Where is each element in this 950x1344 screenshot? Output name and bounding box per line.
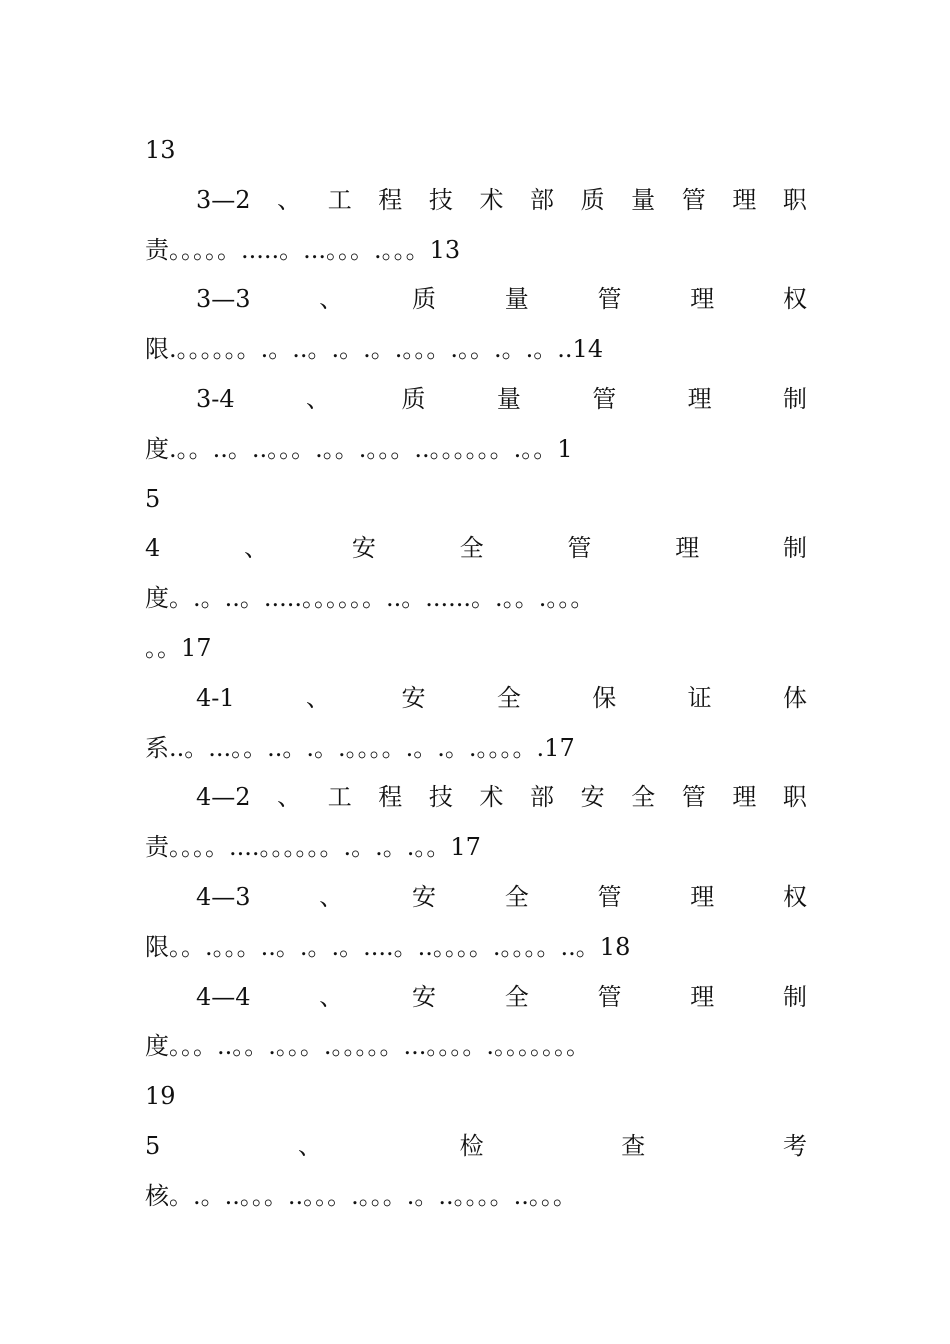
toc-line: 度.。。..。..。。。.。。.。。。..。。。。。。.。。1 — [145, 434, 573, 463]
toc-heading-segment: 、 — [306, 385, 331, 413]
toc-heading-segment: 4 — [145, 534, 161, 563]
toc-heading-segment: 量 — [496, 385, 521, 413]
toc-heading-segment: 、 — [319, 883, 344, 911]
toc-line: 责。。。。....。。。。。。.。.。.。。17 — [145, 833, 481, 862]
toc-heading-segment: 质 — [401, 385, 426, 413]
toc-line: 。。17 — [145, 634, 212, 662]
toc-line: 5 — [145, 484, 161, 513]
toc-heading-segment: 理 — [690, 883, 715, 911]
toc-heading-segment: 工 — [327, 783, 352, 812]
toc-heading-segment: 管 — [597, 982, 622, 1011]
toc-heading-segment: 程 — [378, 185, 403, 214]
toc-line — [196, 981, 807, 1013]
toc-heading-segment: 部 — [530, 185, 555, 214]
toc-heading-segment: 制 — [783, 385, 807, 413]
toc-heading-segment: 术 — [479, 185, 504, 214]
toc-heading-segment: 、 — [297, 1132, 322, 1160]
toc-heading-segment: 量 — [504, 285, 529, 314]
toc-line — [145, 532, 807, 564]
toc-heading-segment: 制 — [782, 534, 807, 563]
toc-line — [145, 1130, 807, 1162]
toc-heading-segment: 理 — [732, 783, 757, 812]
toc-heading-segment: 管 — [681, 783, 706, 812]
toc-heading-segment: 考 — [782, 1132, 807, 1160]
toc-heading-segment: 、 — [277, 185, 302, 214]
toc-heading-segment: 职 — [782, 783, 807, 812]
toc-heading-segment: 量 — [631, 185, 656, 214]
toc-heading-segment: 质 — [580, 185, 605, 214]
toc-heading-segment: 全 — [504, 883, 529, 911]
toc-heading-segment: 查 — [621, 1132, 646, 1160]
toc-heading-segment: 部 — [530, 783, 555, 812]
toc-line: 系..。...。。..。.。.。。。。.。.。.。。。。.17 — [145, 733, 575, 762]
toc-heading-segment: 3—2 — [196, 185, 251, 214]
toc-heading-segment: 理 — [690, 285, 715, 314]
toc-heading-segment: 术 — [479, 783, 504, 812]
toc-heading-segment: 管 — [567, 534, 592, 563]
toc-heading-segment: 职 — [782, 185, 807, 214]
toc-line: 限.。。。。。。.。..。.。.。.。。。.。。.。.。..14 — [145, 335, 604, 364]
toc-heading-segment: 4—2 — [196, 783, 251, 812]
toc-heading-segment: 安 — [351, 534, 376, 563]
toc-heading-segment: 4—3 — [196, 883, 251, 911]
toc-line — [196, 184, 807, 216]
toc-heading-segment: 检 — [459, 1132, 484, 1160]
toc-heading-segment: 全 — [496, 683, 521, 712]
toc-heading-segment: 程 — [378, 783, 403, 812]
toc-heading-segment: 4—4 — [196, 982, 251, 1011]
toc-heading-segment: 安 — [412, 883, 437, 911]
toc-heading-segment: 技 — [428, 185, 453, 214]
toc-heading-segment: 3—3 — [196, 285, 251, 314]
toc-heading-segment: 证 — [687, 683, 712, 712]
toc-heading-segment: 权 — [782, 883, 807, 911]
toc-heading-segment: 、 — [319, 285, 344, 314]
toc-heading-segment: 、 — [277, 783, 302, 812]
toc-heading-segment: 全 — [504, 982, 529, 1011]
toc-line: 度。。。..。。.。。。.。。。。。...。。。。.。。。。。。。 — [145, 1032, 591, 1061]
toc-heading-segment: 管 — [597, 883, 622, 911]
toc-line: 责。。。。。.....。...。。。.。。。13 — [145, 235, 461, 264]
toc-heading-segment: 质 — [412, 285, 437, 314]
toc-line: 13 — [145, 136, 176, 164]
toc-line — [196, 283, 807, 315]
toc-line: 19 — [145, 1082, 176, 1111]
toc-heading-segment: 安 — [401, 683, 426, 712]
toc-heading-segment: 4-1 — [196, 683, 235, 712]
toc-line: 限。。.。。。..。.。.。....。..。。。。.。。。。..。18 — [145, 932, 631, 961]
toc-heading-segment: 5 — [145, 1132, 161, 1160]
toc-heading-segment: 理 — [690, 982, 715, 1011]
toc-heading-segment: 、 — [306, 683, 331, 712]
toc-line: 度。.。..。.....。。。。。。..。......。.。。.。。。 — [145, 584, 595, 613]
toc-heading-segment: 全 — [459, 534, 484, 563]
toc-heading-segment: 、 — [319, 982, 344, 1011]
toc-heading-segment: 安 — [580, 783, 605, 812]
toc-heading-segment: 理 — [732, 185, 757, 214]
toc-heading-segment: 安 — [412, 982, 437, 1011]
toc-line — [196, 881, 807, 913]
toc-heading-segment: 制 — [782, 982, 807, 1011]
toc-heading-segment: 技 — [428, 783, 453, 812]
toc-line — [196, 781, 807, 813]
toc-heading-segment: 、 — [244, 534, 269, 563]
toc-heading-segment: 管 — [681, 185, 706, 214]
toc-heading-segment: 体 — [783, 683, 807, 712]
toc-heading-segment: 全 — [631, 783, 656, 812]
toc-heading-segment: 保 — [592, 683, 617, 712]
toc-line — [196, 682, 807, 714]
toc-heading-segment: 理 — [687, 385, 712, 413]
toc-line — [196, 383, 807, 415]
toc-heading-segment: 3-4 — [196, 385, 235, 413]
toc-heading-segment: 理 — [675, 534, 700, 563]
toc-heading-segment: 管 — [592, 385, 617, 413]
toc-line: 核。.。..。。。..。。。.。。。.。..。。。。..。。。 — [145, 1181, 577, 1210]
toc-heading-segment: 工 — [327, 185, 352, 214]
toc-heading-segment: 管 — [597, 285, 622, 314]
toc-heading-segment: 权 — [782, 285, 807, 314]
